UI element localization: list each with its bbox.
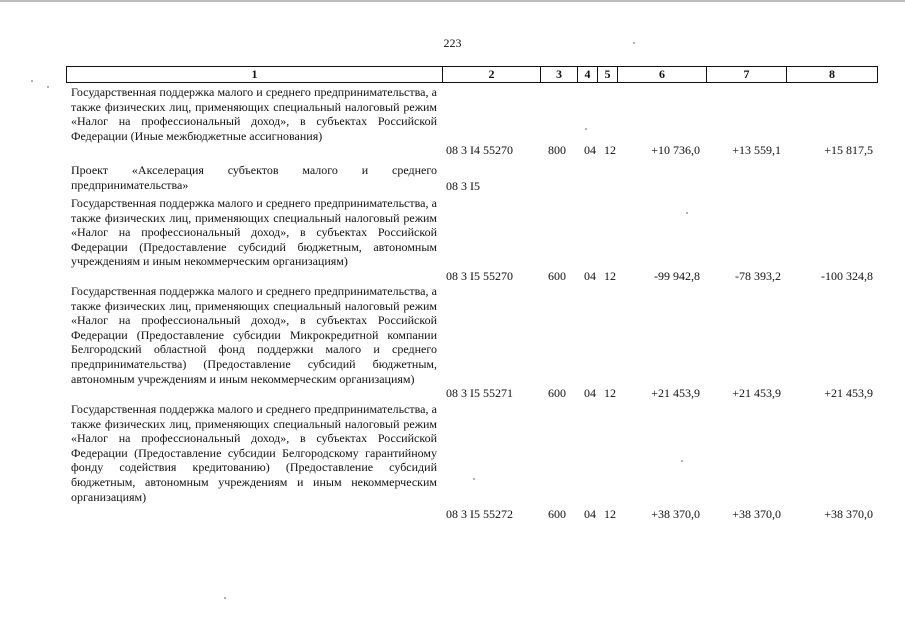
row-value-col6: +21 453,9 <box>651 386 700 400</box>
row-expense-type: 600 <box>548 386 566 400</box>
row-code: 08 3 I5 55272 <box>446 507 513 521</box>
scan-speck <box>633 42 635 44</box>
table-header-row <box>66 66 878 83</box>
row-code: 08 3 I5 55271 <box>446 386 513 400</box>
page-number: 223 <box>443 36 462 50</box>
row-value-col7: +13 559,1 <box>732 143 781 157</box>
row-expense-type: 600 <box>548 507 566 521</box>
row-section: 04 <box>584 386 596 400</box>
scan-speck <box>47 86 49 88</box>
row-subsection: 12 <box>604 269 616 283</box>
row-value-col7: +38 370,0 <box>732 507 781 521</box>
row-subsection: 12 <box>604 386 616 400</box>
row-value-col6: +38 370,0 <box>651 507 700 521</box>
row-value-col8: -100 324,8 <box>821 269 873 283</box>
row-code: 08 3 I5 55270 <box>446 269 513 283</box>
row-section: 04 <box>584 269 596 283</box>
row-description: Государственная поддержка малого и среднего предпринимательства, а также физических лиц, применяющих специальный налоговый режим «Налог на профессиональный доход», в субъектах Российской Федерации (Предоставление субсидии Микрокредитной компании Белгородский областной фонд поддержки малого и среднего предпринимательства) (Предоставление субсидий бюджетным, автономным учреждениям и иным некоммерческим организациям) <box>71 284 437 386</box>
header-col-3: 3 <box>541 67 578 82</box>
header-col-1: 1 <box>67 67 443 82</box>
scan-speck <box>686 212 688 214</box>
header-col-2: 2 <box>443 67 541 82</box>
row-value-col7: -78 393,2 <box>735 269 781 283</box>
scan-speck <box>585 128 587 130</box>
row-description: Государственная поддержка малого и среднего предпринимательства, а также физических лиц, применяющих специальный налоговый режим «Налог на профессиональный доход», в субъектах Российской Федерации (Предоставление субсидии Белгородскому гарантийному фонду содействия кредитованию) (Предоставление субсидий бюджетным, автономным учреждениям и иным некоммерческим организациям) <box>71 402 437 504</box>
header-col-8: 8 <box>829 67 835 81</box>
row-value-col8: +21 453,9 <box>824 386 873 400</box>
row-subsection: 12 <box>604 143 616 157</box>
row-code: 08 3 I5 <box>446 179 480 193</box>
row-description: Государственная поддержка малого и среднего предпринимательства, а также физических лиц, применяющих специальный налоговый режим «Налог на профессиональный доход», в субъектах Российской Федерации (Иные межбюджетные ассигнования) <box>71 85 437 143</box>
scan-speck <box>681 460 683 462</box>
row-code: 08 3 I4 55270 <box>446 143 513 157</box>
header-col-5: 5 <box>598 67 618 82</box>
scan-speck <box>224 597 226 599</box>
row-description: Государственная поддержка малого и среднего предпринимательства, а также физических лиц, применяющих специальный налоговый режим «Налог на профессиональный доход», в субъектах Российской Федерации (Предоставление субсидий бюджетным, автономным учреждениям и иным некоммерческим организациям) <box>71 196 437 269</box>
row-value-col6: -99 942,8 <box>654 269 700 283</box>
row-value-col7: +21 453,9 <box>732 386 781 400</box>
scan-edge-line <box>0 0 905 2</box>
row-expense-type: 800 <box>548 143 566 157</box>
header-col-6: 6 <box>618 67 707 82</box>
header-col-7: 7 <box>707 67 787 82</box>
row-value-col6: +10 736,0 <box>651 143 700 157</box>
row-section: 04 <box>584 143 596 157</box>
row-value-col8: +38 370,0 <box>824 507 873 521</box>
row-subsection: 12 <box>604 507 616 521</box>
row-section: 04 <box>584 507 596 521</box>
row-expense-type: 600 <box>548 269 566 283</box>
row-value-col8: +15 817,5 <box>824 143 873 157</box>
header-col-4: 4 <box>578 67 598 82</box>
scan-speck <box>473 478 475 480</box>
row-description: Проект «Акселерация субъектов малого и среднего предпринимательства» <box>71 163 437 192</box>
scan-speck <box>31 80 33 82</box>
